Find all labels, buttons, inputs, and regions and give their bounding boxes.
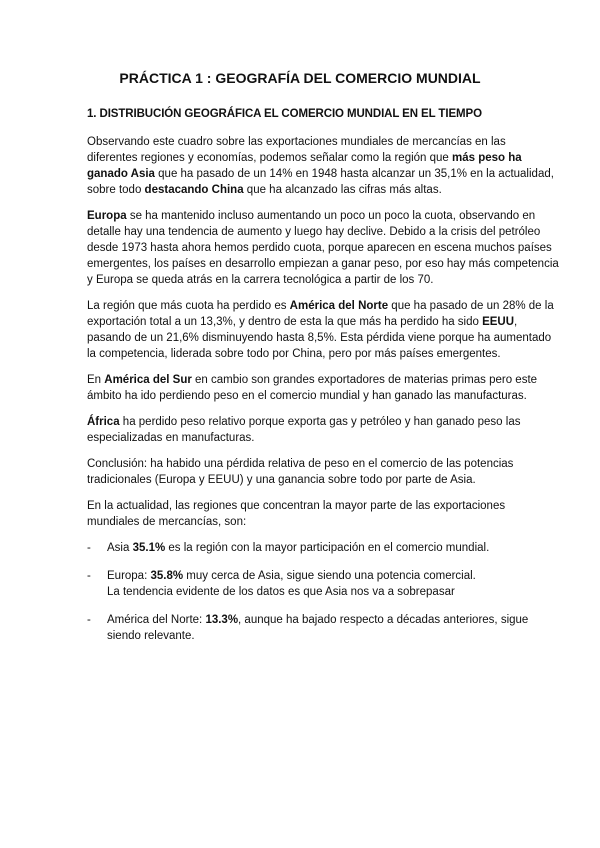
bold-text: América del Sur — [104, 374, 192, 386]
document-title: PRÁCTICA 1 : GEOGRAFÍA DEL COMERCIO MUNDIAL — [119, 70, 481, 86]
text-run: ámbito ha ido perdiendo peso en el comercio mundial y han ganado las manufacturas. — [87, 390, 527, 402]
text-run: que ha alcanzado las cifras más altas. — [243, 184, 442, 196]
text-run: que ha pasado de un 14% en 1948 hasta alcanzar un 35,1% en la actualidad, — [154, 168, 554, 180]
text-run: , aunque ha bajado respecto a décadas anteriores, sigue — [238, 614, 529, 626]
text-run: tradicionales (Europa y EEUU) y una ganancia sobre todo por parte de Asia. — [87, 474, 476, 486]
text-run: Europa: — [107, 570, 151, 582]
paragraph — [87, 208, 559, 288]
text-run: especializadas en manufacturas. — [87, 432, 255, 444]
text-line — [87, 240, 552, 256]
text-line — [87, 182, 547, 198]
text-run: América del Norte: — [107, 614, 206, 626]
text-run: siendo relevante. — [107, 630, 195, 642]
text-run: mundiales de mercancías, son: — [87, 516, 247, 528]
bold-text: destacando China — [144, 184, 244, 196]
text-line — [87, 346, 547, 362]
text-line — [107, 628, 547, 644]
bullet-item — [87, 568, 547, 600]
text-run: la competencia, liderada sobre todo por China, pero por más países emergentes. — [87, 348, 501, 360]
bold-text: más peso ha — [452, 152, 522, 164]
bullet-marker: - — [87, 570, 91, 582]
paragraphs — [87, 134, 559, 530]
text-line — [87, 372, 547, 388]
text-run: emergentes, los países en desarrollo empiezan a ganar peso, por eso hay más competencia — [87, 258, 559, 270]
text-run: Asia — [107, 542, 133, 554]
text-run: La tendencia evidente de los datos es que Asia nos va a sobrepasar — [107, 586, 455, 598]
section-heading: 1. DISTRIBUCIÓN GEOGRÁFICA EL COMERCIO MUNDIAL EN EL TIEMPO — [87, 108, 482, 120]
paragraph — [87, 414, 547, 446]
text-line — [87, 134, 547, 150]
bullet-item — [87, 612, 547, 644]
text-line — [107, 584, 547, 600]
text-line — [87, 256, 559, 272]
text-line — [87, 430, 547, 446]
text-line — [87, 272, 547, 288]
text-line — [87, 388, 547, 404]
text-line — [87, 208, 547, 224]
text-run: En la actualidad, las regiones que concentran la mayor parte de las exportaciones — [87, 500, 506, 512]
text-run: es la región con la mayor participación en el comercio mundial. — [165, 542, 490, 554]
text-line — [87, 224, 547, 240]
text-run: sobre todo — [87, 184, 145, 196]
bold-text: Europa — [87, 210, 127, 222]
text-line — [87, 456, 547, 472]
paragraph — [87, 456, 547, 488]
bold-text: 13.3% — [205, 614, 239, 626]
bullet-list — [87, 540, 547, 644]
text-line — [107, 568, 547, 584]
paragraph — [87, 298, 554, 362]
text-line — [107, 540, 547, 556]
text-run: , — [514, 316, 518, 328]
bold-text: EEUU — [482, 316, 515, 328]
bullet-item — [87, 540, 547, 556]
bold-text: 35.1% — [132, 542, 166, 554]
text-line — [87, 498, 547, 514]
text-line — [87, 166, 554, 182]
paragraph — [87, 134, 554, 198]
text-run: pasando de un 21,6% disminuyendo hasta 8,5%. Esta pérdida viene porque ha aumentado — [87, 332, 552, 344]
text-line — [87, 314, 547, 330]
bold-text: 35.8% — [150, 570, 184, 582]
text-line — [87, 150, 547, 166]
text-run: muy cerca de Asia, sigue siendo una potencia comercial. — [183, 570, 476, 582]
bullet-marker: - — [87, 614, 91, 626]
document-body — [87, 134, 559, 656]
text-line — [87, 298, 554, 314]
text-run: Conclusión: ha habido una pérdida relativa de peso en el comercio de las potencias — [87, 458, 514, 470]
text-run: en cambio son grandes exportadores de materias primas pero este — [191, 374, 538, 386]
bold-text: América del Norte — [289, 300, 389, 312]
text-line — [87, 414, 547, 430]
bold-text: ganado Asia — [87, 168, 155, 180]
text-run: desde 1973 hasta ahora hemos perdido cuota, porque aparecen en escena muchos países — [87, 242, 552, 254]
text-run: diferentes regiones y economías, podemos señalar como la región que — [87, 152, 453, 164]
text-line — [87, 514, 547, 530]
text-run: Observando este cuadro sobre las exportaciones mundiales de mercancías en las — [87, 136, 506, 148]
text-run: La región que más cuota ha perdido es — [87, 300, 290, 312]
text-run: exportación total a un 13,3%, y dentro de esta la que más ha perdido ha sido — [87, 316, 483, 328]
text-run: ha perdido peso relativo porque exporta gas y petróleo y han ganado peso las — [119, 416, 521, 428]
text-run: En — [87, 374, 105, 386]
text-run: se ha mantenido incluso aumentando un poco un poco la cuota, observando en — [126, 210, 536, 222]
text-run: y Europa se queda atrás en la carrera tecnológica a partir de los 70. — [87, 274, 434, 286]
bold-text: África — [87, 416, 120, 428]
bullet-marker: - — [87, 542, 91, 554]
paragraph — [87, 372, 547, 404]
text-line — [87, 472, 547, 488]
text-line — [107, 612, 547, 628]
paragraph — [87, 498, 547, 530]
text-run: que ha pasado de un 28% de la — [388, 300, 554, 312]
text-run: detalle hay una tendencia de aumento y luego hay declive. Debido a la crisis del petróleo — [87, 226, 541, 238]
text-line — [87, 330, 552, 346]
